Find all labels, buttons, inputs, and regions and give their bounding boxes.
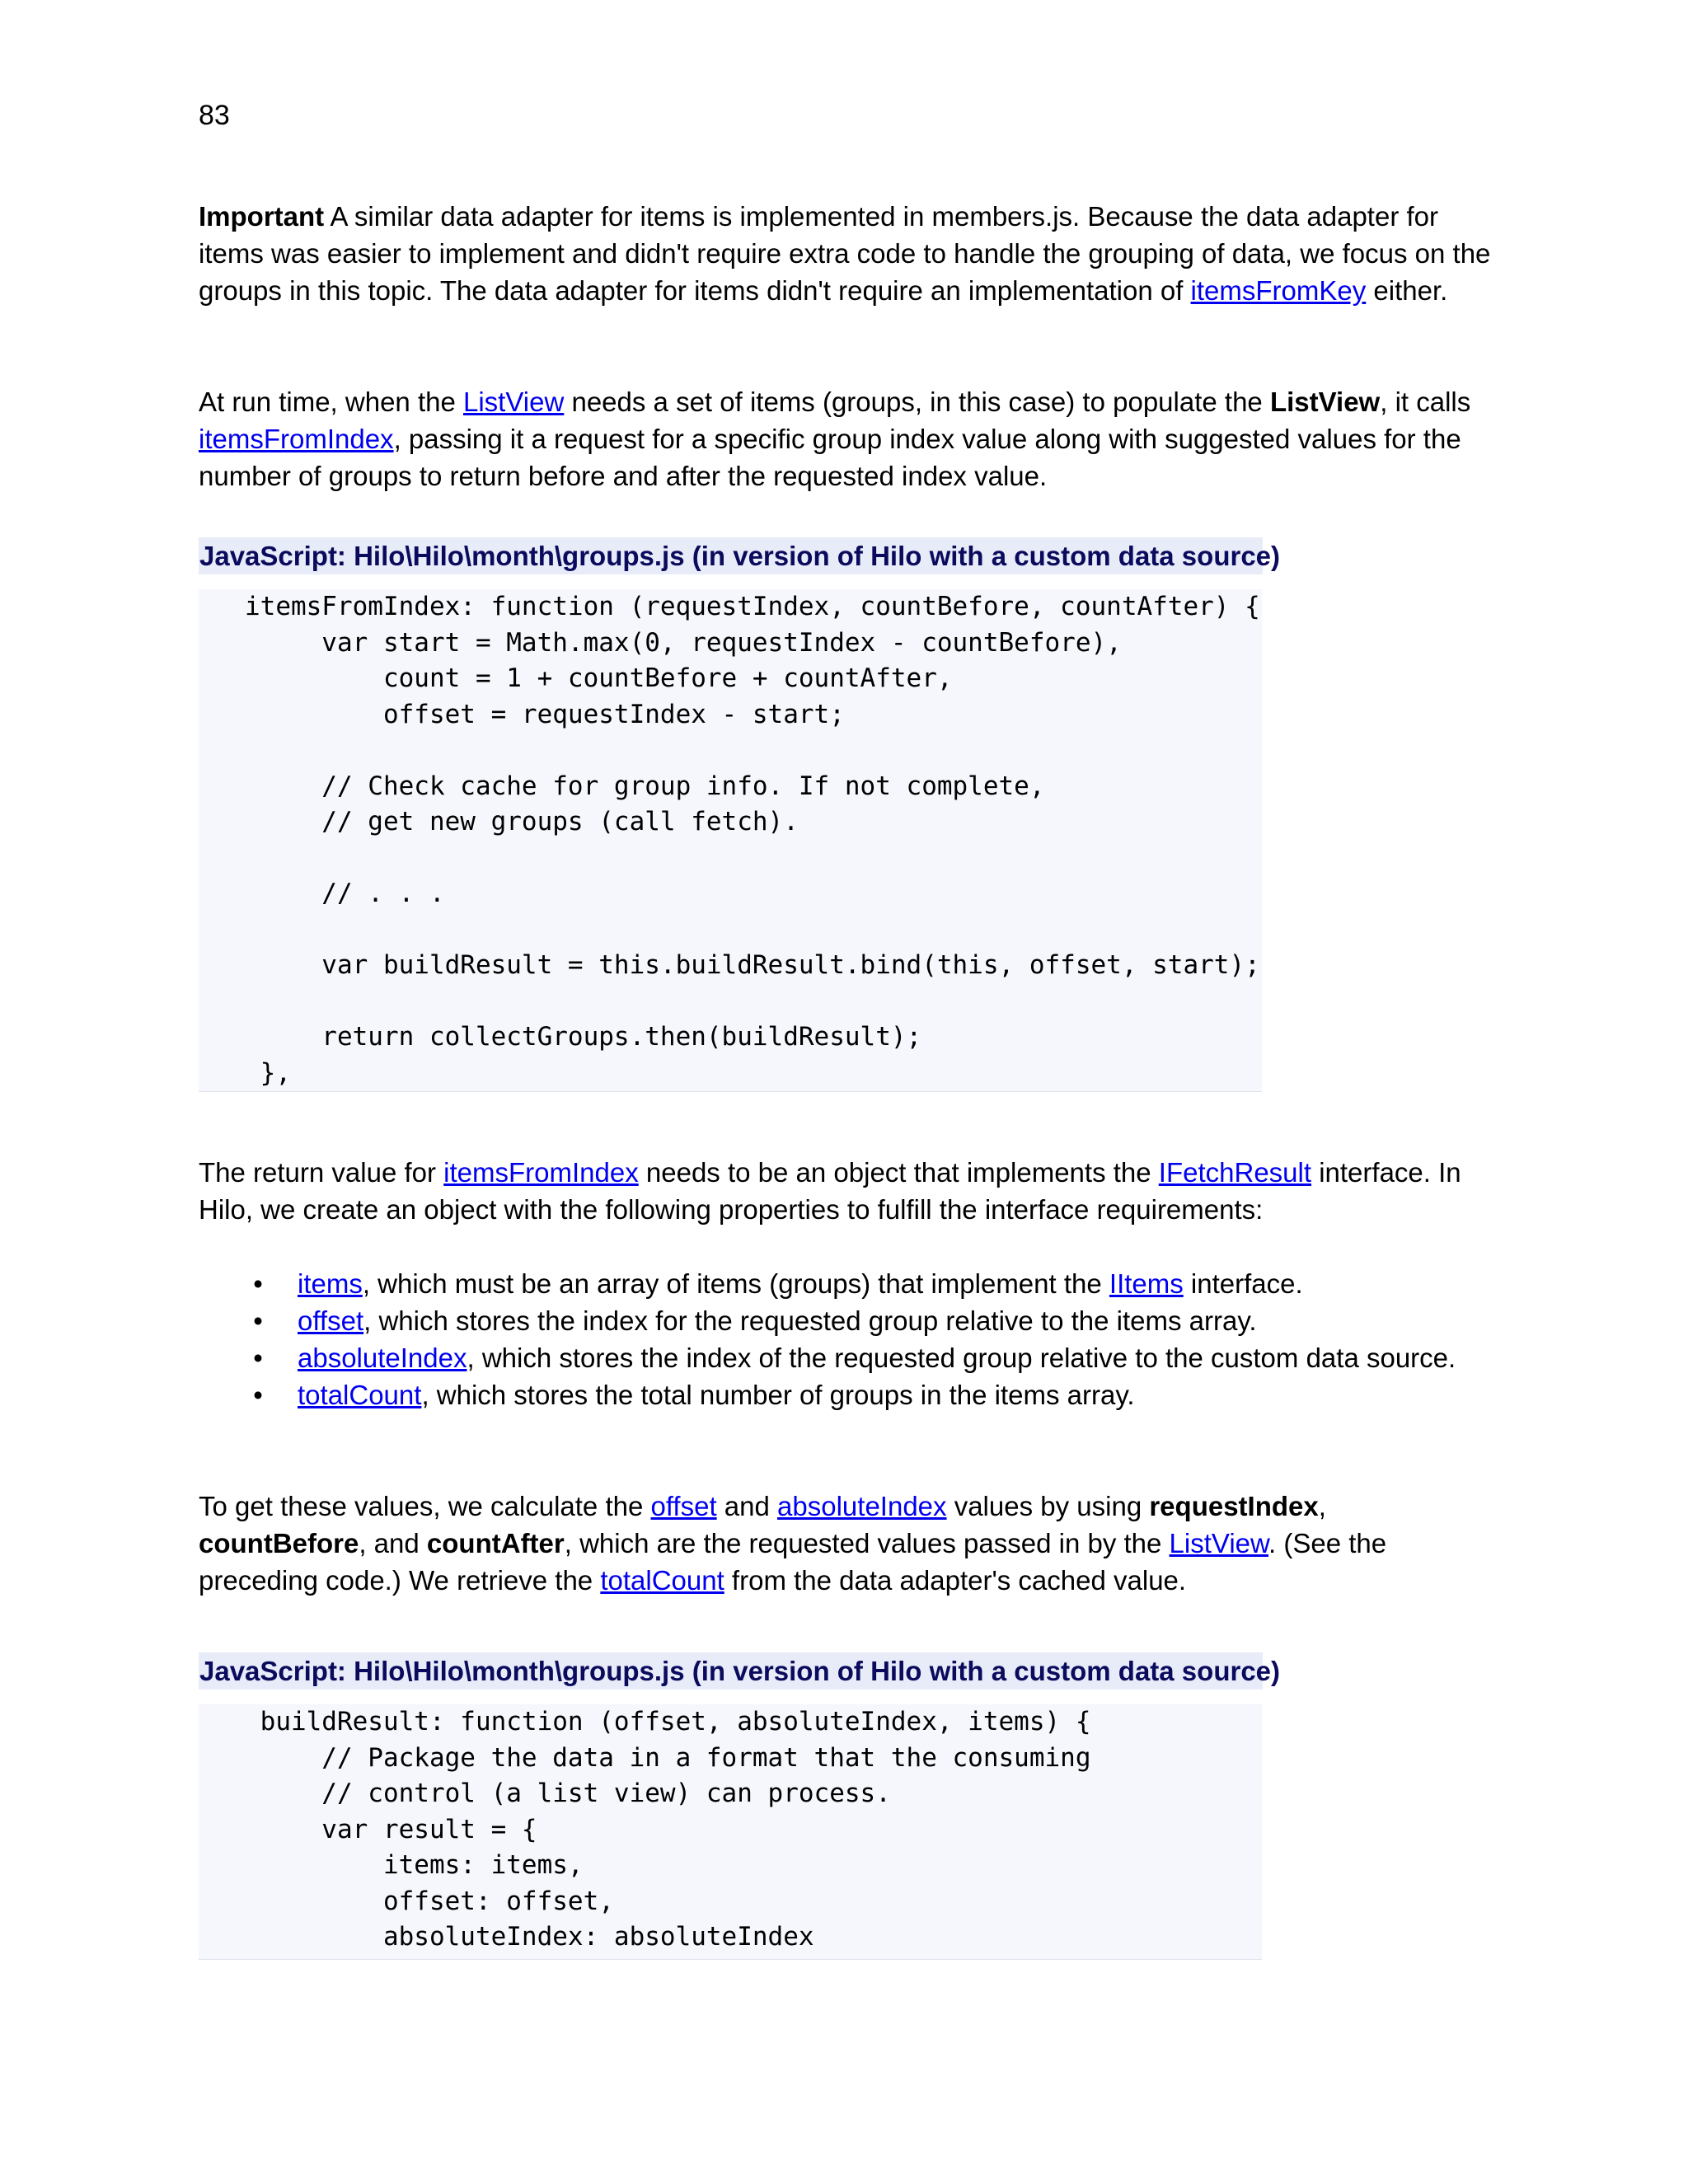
- link-iitems[interactable]: IItems: [1109, 1268, 1184, 1299]
- code-line: },: [199, 1057, 291, 1088]
- code-line: offset: offset,: [199, 1886, 614, 1916]
- code-block: [199, 589, 1262, 1092]
- code-line: [199, 733, 1262, 769]
- link-offset[interactable]: offset: [298, 1305, 364, 1336]
- code-line: // get new groups (call fetch).: [199, 807, 799, 837]
- code-line: // Check cache for group info. If not complete,: [199, 771, 1045, 801]
- link-listview[interactable]: ListView: [1169, 1528, 1269, 1558]
- list-item: • absoluteIndex, which stores the index of the requested group relative to the custom data source.: [199, 1339, 1501, 1376]
- link-itemsfromindex[interactable]: itemsFromIndex: [443, 1157, 639, 1188]
- code-line: absoluteIndex: absoluteIndex: [199, 1922, 814, 1952]
- bullet-icon: •: [253, 1268, 263, 1299]
- code-line: // . . .: [199, 879, 445, 908]
- code-line: // control (a list view) can process.: [199, 1779, 891, 1808]
- runtime-paragraph: At run time, when the ListView needs a set of items (groups, in this case) to populate the ListView, it calls itemsFromIndex, passing it a request for a specific group index value along with suggested values for the number of groups to return before and after the requested index value.: [199, 387, 1471, 491]
- code-line: [199, 912, 1262, 949]
- property-list: [199, 1265, 1501, 1413]
- code-line: [199, 841, 1262, 877]
- code-line: var result = {: [199, 1814, 537, 1844]
- bullet-icon: •: [253, 1343, 263, 1373]
- link-itemsfromindex[interactable]: itemsFromIndex: [199, 424, 394, 454]
- link-totalcount[interactable]: totalCount: [298, 1380, 422, 1410]
- bullet-icon: •: [253, 1380, 263, 1410]
- link-itemsfromkey[interactable]: itemsFromKey: [1190, 275, 1367, 306]
- code-line: return collectGroups.then(buildResult);: [199, 1022, 922, 1052]
- important-note: Important A similar data adapter for items is implemented in members.js. Because the data adapter for items was easier to implement and didn't require extra code to handle the grouping of data, we focus on the groups in this topic. The data adapter for items didn't require an implementation of itemsFromKey either.: [199, 201, 1491, 306]
- code-line: [199, 984, 1262, 1020]
- code-line: offset = requestIndex - start;: [199, 699, 845, 729]
- code-line: itemsFromIndex: function (requestIndex, countBefore, countAfter) {: [199, 592, 1260, 621]
- code-line: buildResult: function (offset, absoluteIndex, items) {: [199, 1707, 1091, 1736]
- link-listview[interactable]: ListView: [463, 387, 565, 417]
- link-ifetchresult[interactable]: IFetchResult: [1158, 1157, 1312, 1188]
- link-totalcount[interactable]: totalCount: [600, 1565, 724, 1596]
- link-items[interactable]: items: [298, 1268, 363, 1299]
- page-number: 83: [199, 100, 230, 131]
- get-values-paragraph: To get these values, we calculate the offset and absoluteIndex values by using requestIndex, countBefore, and countAfter, which are the requested values passed in by the ListView. (See the preceding code.) We retrieve the totalCount from the data adapter's cached value.: [199, 1491, 1387, 1596]
- code-line: items: items,: [199, 1850, 584, 1880]
- link-absoluteindex[interactable]: absoluteIndex: [777, 1491, 947, 1521]
- important-label: Important: [199, 201, 325, 232]
- list-item: • items, which must be an array of items (groups) that implement the IItems interface.: [199, 1265, 1501, 1302]
- list-item: • totalCount, which stores the total number of groups in the items array.: [199, 1376, 1501, 1413]
- link-offset[interactable]: offset: [650, 1491, 717, 1521]
- return-value-paragraph: The return value for itemsFromIndex needs to be an object that implements the IFetchResult interface. In Hilo, we create an object with the following properties to fulfill the interface requirements:: [199, 1157, 1461, 1225]
- code-line: var buildResult = this.buildResult.bind(this, offset, start);: [199, 950, 1260, 980]
- code-block: [199, 1704, 1262, 1960]
- code-block-title: JavaScript: Hilo\Hilo\month\groups.js (in version of Hilo with a custom data source): [199, 537, 1263, 574]
- code-line: var start = Math.max(0, requestIndex - countBefore),: [199, 627, 1122, 658]
- code-line: // Package the data in a format that the consuming: [199, 1742, 1091, 1773]
- link-absoluteindex[interactable]: absoluteIndex: [298, 1343, 467, 1373]
- code-line: count = 1 + countBefore + countAfter,: [199, 663, 953, 693]
- bullet-icon: •: [253, 1305, 263, 1336]
- code-block-title: JavaScript: Hilo\Hilo\month\groups.js (in version of Hilo with a custom data source): [199, 1652, 1263, 1690]
- list-item: • offset, which stores the index for the requested group relative to the items array.: [199, 1302, 1501, 1339]
